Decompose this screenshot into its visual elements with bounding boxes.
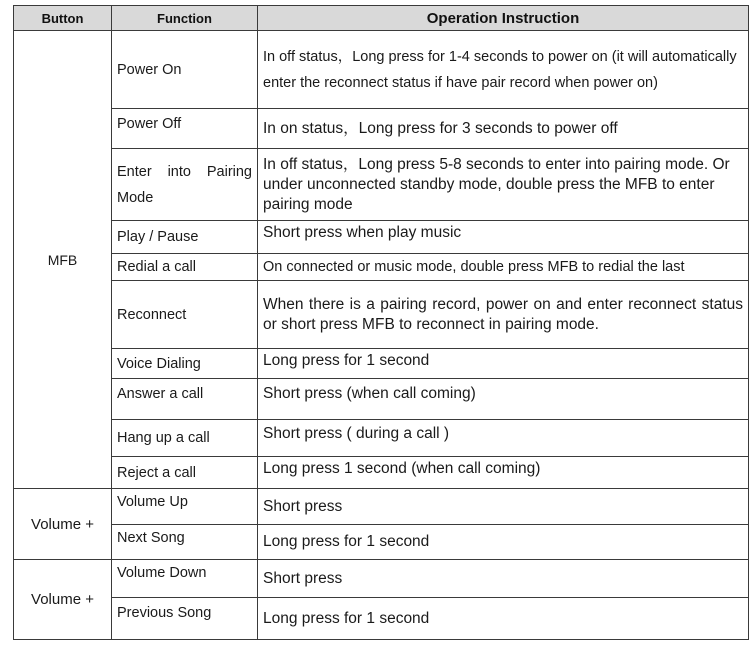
function-cell: Previous Song [112, 598, 258, 640]
function-cell: Hang up a call [112, 420, 258, 457]
instruction-cell: In off status，Long press for 1-4 seconds to power on (it will automatically enter the reconnect status if have pair record when power on) [258, 31, 749, 109]
instruction-cell: On connected or music mode, double press MFB to redial the last [258, 254, 749, 281]
table-row [14, 149, 749, 221]
function-cell: Answer a call [112, 379, 258, 420]
header-instruction: Operation Instruction [258, 6, 749, 31]
table-row [14, 379, 749, 420]
function-cell: Next Song [112, 525, 258, 560]
table-row [14, 349, 749, 379]
table-row [14, 109, 749, 149]
instruction-cell: Short press [258, 560, 749, 598]
button-volume-down: Volume + [14, 560, 112, 640]
instruction-cell: Short press ( during a call ) [258, 420, 749, 457]
button-volume-up: Volume + [14, 489, 112, 560]
button-mfb: MFB [14, 31, 112, 489]
table-row [14, 254, 749, 281]
function-cell: Reject a call [112, 457, 258, 489]
table-row [14, 489, 749, 525]
instruction-cell: Long press for 1 second [258, 525, 749, 560]
table-row [14, 457, 749, 489]
table-row [14, 598, 749, 640]
instruction-cell: Short press (when call coming) [258, 379, 749, 420]
function-cell: Power On [112, 31, 258, 109]
function-cell: Enter into Pairing Mode [112, 149, 258, 221]
header-function: Function [112, 6, 258, 31]
table-row [14, 525, 749, 560]
header-button: Button [14, 6, 112, 31]
instruction-cell: Long press for 1 second [258, 349, 749, 379]
function-cell: Reconnect [112, 281, 258, 349]
table-row [14, 420, 749, 457]
header-row [14, 6, 749, 31]
function-cell: Volume Down [112, 560, 258, 598]
instruction-cell: Long press 1 second (when call coming) [258, 457, 749, 489]
instruction-cell: Long press for 1 second [258, 598, 749, 640]
instruction-cell: In on status，Long press for 3 seconds to power off [258, 109, 749, 149]
instruction-cell: Short press when play music [258, 221, 749, 254]
instruction-table [13, 5, 749, 640]
function-cell: Volume Up [112, 489, 258, 525]
function-cell: Play / Pause [112, 221, 258, 254]
table-row [14, 560, 749, 598]
function-cell: Redial a call [112, 254, 258, 281]
function-cell: Voice Dialing [112, 349, 258, 379]
instruction-cell: In off status，Long press 5-8 seconds to enter into pairing mode. Or under unconnected standby mode, double press the MFB to enter pairing mode [258, 149, 749, 221]
function-cell: Power Off [112, 109, 258, 149]
instruction-cell: Short press [258, 489, 749, 525]
instruction-cell: When there is a pairing record, power on and enter reconnect status or short press MFB to reconnect in pairing mode. [258, 281, 749, 349]
table-row [14, 221, 749, 254]
table-row [14, 281, 749, 349]
table-row [14, 31, 749, 109]
